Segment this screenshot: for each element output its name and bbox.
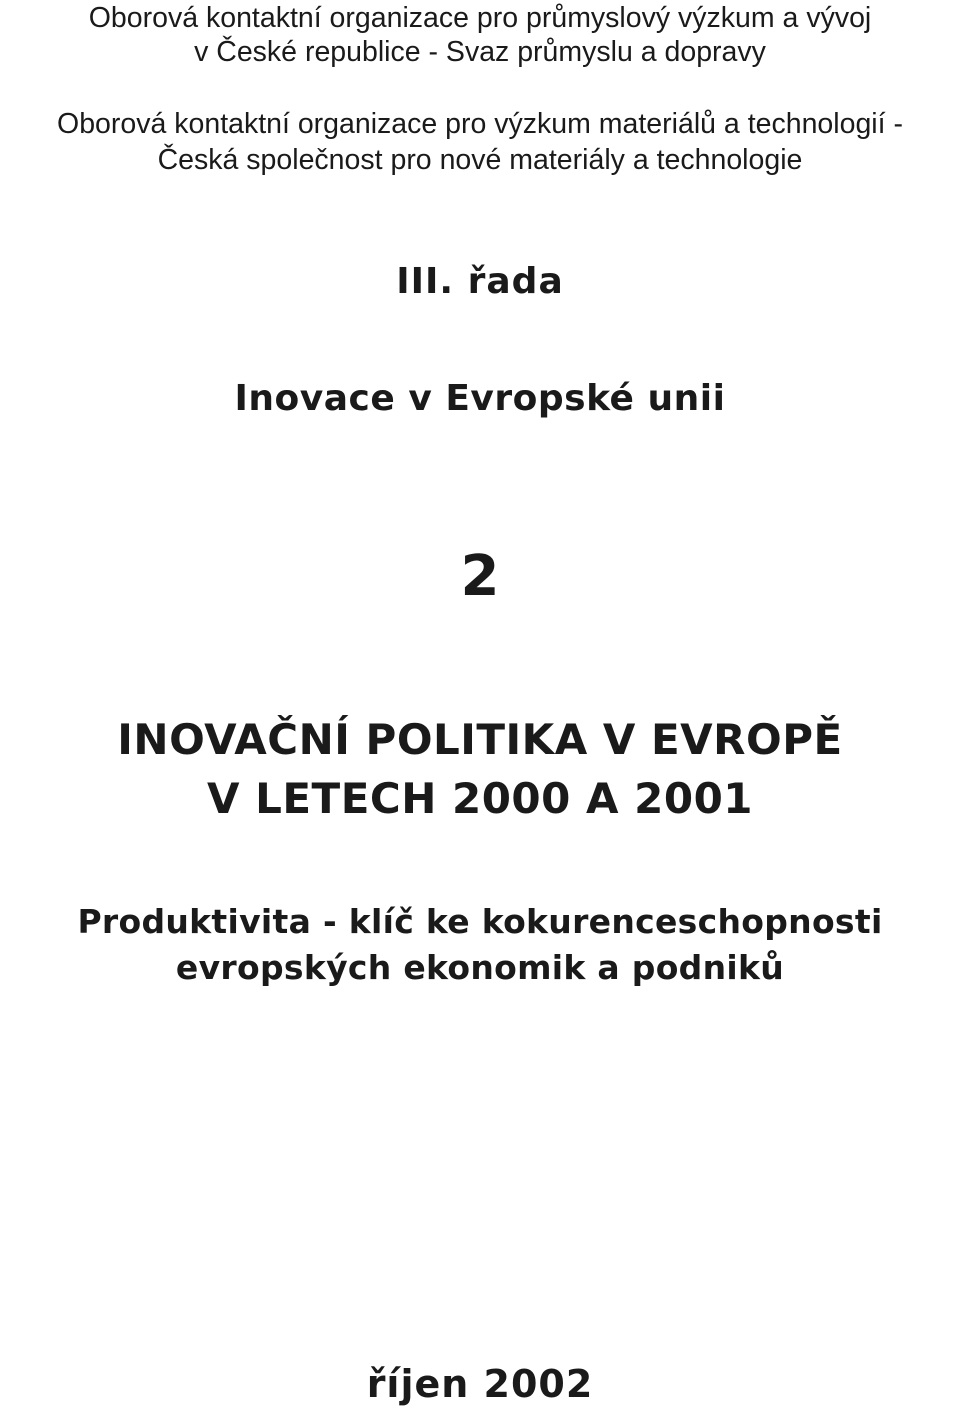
publisher-1-line-1: Oborová kontaktní organizace pro průmyslový výzkum a vývoj xyxy=(88,2,872,34)
main-title-line-2: V LETECH 2000 A 2001 xyxy=(206,774,754,823)
publication-date: říjen 2002 xyxy=(366,1362,594,1406)
series-title: Inovace v Evropské unii xyxy=(234,378,726,419)
publisher-2-line-2: Česká společnost pro nové materiály a technologie xyxy=(157,144,803,176)
subtitle-line-1: Produktivita - klíč ke kokurenceschopnosti xyxy=(77,902,883,941)
volume-number: 2 xyxy=(460,544,500,609)
subtitle-line-2: evropských ekonomik a podniků xyxy=(175,948,785,987)
series-label: III. řada xyxy=(396,261,564,302)
main-title-line-1: INOVAČNÍ POLITIKA V EVROPĚ xyxy=(117,715,843,764)
publisher-2-line-1: Oborová kontaktní organizace pro výzkum materiálů a technologií - xyxy=(57,108,903,140)
publisher-1-line-2: v České republice - Svaz průmyslu a dopravy xyxy=(194,36,766,68)
